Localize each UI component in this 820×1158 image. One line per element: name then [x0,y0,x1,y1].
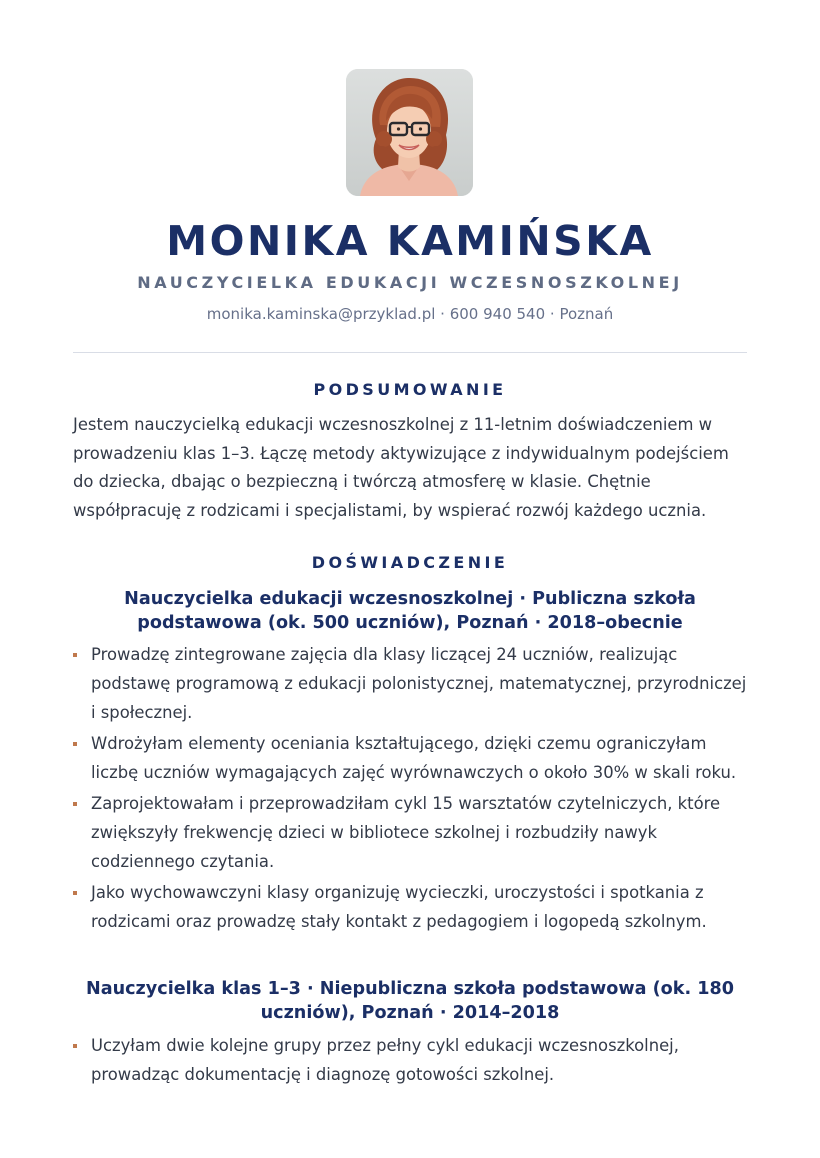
job-title-line: Nauczycielka klas 1–3 · Niepubliczna szkoła podstawowa (ok. 180 [86,979,734,999]
bullet-marker [73,891,77,895]
job-title [73,587,747,635]
list-item: Zaprojektowałam i przeprowadziłam cykl 15 warsztatów czytelniczych, które zwiększyły frekwencję dzieci w bibliotece szkolnej i rozbudziły nawyk codziennego czytania. [73,789,753,876]
bullet-marker [73,742,77,746]
list-item: Wdrożyłam elementy oceniania kształtującego, dzięki czemu ograniczyłam liczbę uczniów wymagających zajęć wyrównawczych o około 30% w skali roku. [73,729,753,787]
candidate-role: NAUCZYCIELKA EDUKACJI WCZESNOSZKOLNEJ [137,273,683,292]
job-bullet-list [73,640,753,938]
job-title-line: Nauczycielka edukacji wczesnoszkolnej · Publiczna szkoła [124,589,696,609]
bullet-marker [73,1044,77,1048]
list-item: Prowadzę zintegrowane zajęcia dla klasy liczącej 24 uczniów, realizując podstawę programową z edukacji polonistycznej, matematycznej, przyrodniczej i społecznej. [73,640,753,727]
bullet-marker [73,653,77,657]
job-title-line: uczniów), Poznań · 2014–2018 [260,1003,560,1023]
candidate-name: MONIKA KAMIŃSKA [166,217,654,265]
bullet-marker [73,802,77,806]
summary-heading: PODSUMOWANIE [313,380,507,399]
job-title-line: podstawowa (ok. 500 uczniów), Poznań · 2018–obecnie [137,613,683,633]
experience-heading: DOŚWIADCZENIE [311,553,509,572]
list-item: Uczyłam dwie kolejne grupy przez pełny cykl edukacji wczesnoszkolnej, prowadząc dokumentację i diagnozę gotowości szkolnej. [73,1031,753,1089]
portrait-image [346,69,473,196]
summary-text: Jestem nauczycielką edukacji wczesnoszkolnej z 11-letnim doświadczeniem w prowadzeniu klas 1–3. Łączę metody aktywizujące z indywidualnym podejściem do dziecka, dbając o bezpieczną i twórczą atmosferę w klasie. Chętnie współpracuję z rodzicami i specjalistami, by wspierać rozwój każdego ucznia. [73,415,729,520]
job-bullet-list [73,1031,753,1091]
header-divider [73,352,747,353]
job-title [73,977,747,1025]
contact-line: monika.kaminska@przyklad.pl · 600 940 540 · Poznań [206,305,614,323]
list-item: Jako wychowawczyni klasy organizuję wycieczki, uroczystości i spotkania z rodzicami oraz prowadzę stały kontakt z pedagogiem i logopedą szkolnym. [73,878,753,936]
profile-photo [346,69,473,196]
